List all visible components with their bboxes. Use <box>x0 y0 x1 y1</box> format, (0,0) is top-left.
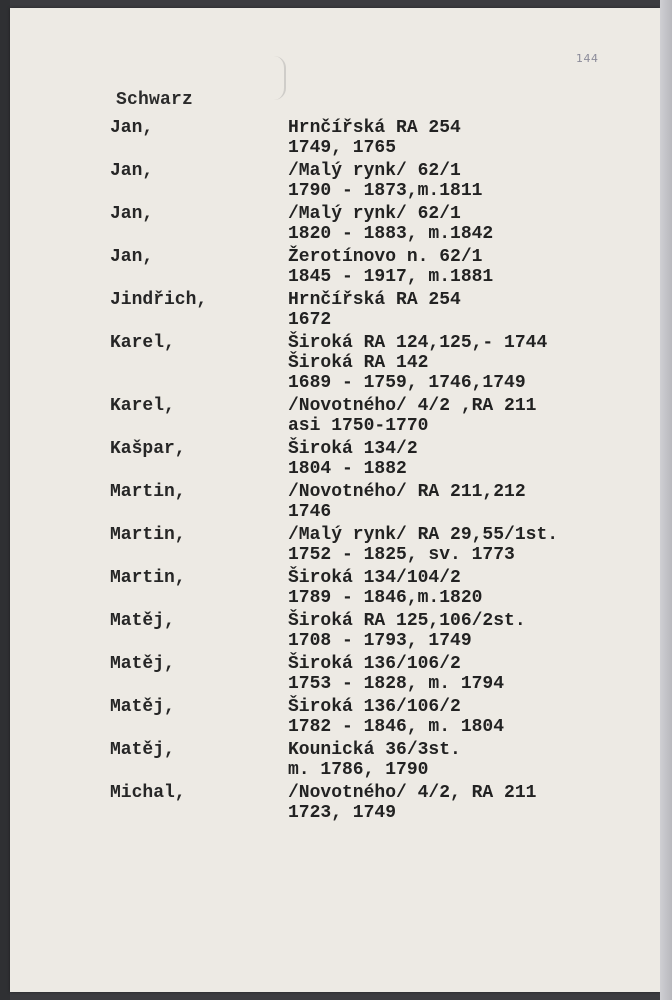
entry-row <box>10 290 660 330</box>
entry-detail-line: 1845 - 1917, m.1881 <box>288 267 494 287</box>
entry-detail-line: 1689 - 1759, 1746,1749 <box>288 373 526 393</box>
entry-details <box>288 396 660 436</box>
entry-given-name: Michal, <box>110 783 186 803</box>
entry-detail-line: Hrnčířská RA 254 <box>288 290 461 310</box>
entry-row <box>10 568 660 608</box>
entry-given-name: Martin, <box>110 525 186 545</box>
entry-details <box>288 439 660 479</box>
entry-detail-line: 1752 - 1825, sv. 1773 <box>288 545 515 565</box>
entry-given-name: Karel, <box>110 396 175 416</box>
entry-given-name: Jan, <box>110 247 154 267</box>
entry-detail-line: Široká 136/106/2 <box>288 697 461 717</box>
entry-detail-line: Žerotínovo n. 62/1 <box>288 247 483 267</box>
entry-details <box>288 161 660 201</box>
entry-row <box>10 740 660 780</box>
entry-detail-line: /Malý rynk/ RA 29,55/1st. <box>288 525 559 545</box>
entry-details <box>288 204 660 244</box>
entry-details <box>288 611 660 651</box>
entry-details <box>288 333 660 393</box>
entry-detail-line: /Novotného/ 4/2, RA 211 <box>288 783 537 803</box>
entry-detail-line: 1782 - 1846, m. 1804 <box>288 717 505 737</box>
entry-detail-line: 1672 <box>288 310 332 330</box>
page-number: 144 <box>576 52 599 65</box>
entry-given-name: Jindřich, <box>110 290 208 310</box>
entry-detail-line: Široká RA 142 <box>288 353 429 373</box>
entry-given-name: Martin, <box>110 568 186 588</box>
entry-detail-line: /Malý rynk/ 62/1 <box>288 161 461 181</box>
entry-row <box>10 118 660 158</box>
entry-detail-line: 1753 - 1828, m. 1794 <box>288 674 505 694</box>
entry-detail-line: Kounická 36/3st. <box>288 740 461 760</box>
entry-details <box>288 654 660 694</box>
entry-given-name: Matěj, <box>110 740 175 760</box>
entry-detail-line: m. 1786, 1790 <box>288 760 429 780</box>
entry-list <box>10 118 660 826</box>
entry-detail-line: /Novotného/ RA 211,212 <box>288 482 526 502</box>
entry-detail-line: Široká RA 124,125,- 1744 <box>288 333 548 353</box>
entry-given-name: Matěj, <box>110 654 175 674</box>
entry-given-name: Karel, <box>110 333 175 353</box>
entry-detail-line: 1708 - 1793, 1749 <box>288 631 472 651</box>
entry-row <box>10 333 660 393</box>
entry-row <box>10 525 660 565</box>
entry-row <box>10 396 660 436</box>
entry-details <box>288 525 660 565</box>
entry-row <box>10 204 660 244</box>
entry-detail-line: Široká RA 125,106/2st. <box>288 611 526 631</box>
entry-detail-line: 1723, 1749 <box>288 803 397 823</box>
entry-detail-line: /Malý rynk/ 62/1 <box>288 204 461 224</box>
entry-details <box>288 740 660 780</box>
entry-given-name: Jan, <box>110 118 154 138</box>
binding-edge <box>0 0 10 1000</box>
entry-detail-line: Hrnčířská RA 254 <box>288 118 461 138</box>
document-page <box>10 8 660 992</box>
entry-row <box>10 247 660 287</box>
entry-row <box>10 654 660 694</box>
entry-details <box>288 118 660 158</box>
entry-row <box>10 697 660 737</box>
entry-detail-line: Široká 136/106/2 <box>288 654 461 674</box>
entry-details <box>288 568 660 608</box>
entry-given-name: Jan, <box>110 161 154 181</box>
entry-details <box>288 482 660 522</box>
surname-heading: Schwarz <box>116 90 194 110</box>
entry-row <box>10 482 660 522</box>
entry-detail-line: 1749, 1765 <box>288 138 397 158</box>
entry-detail-line: 1789 - 1846,m.1820 <box>288 588 483 608</box>
entry-given-name: Kašpar, <box>110 439 186 459</box>
entry-given-name: Jan, <box>110 204 154 224</box>
entry-row <box>10 161 660 201</box>
entry-detail-line: /Novotného/ 4/2 ,RA 211 <box>288 396 537 416</box>
entry-detail-line: asi 1750-1770 <box>288 416 429 436</box>
pencil-mark <box>274 56 286 100</box>
entry-details <box>288 247 660 287</box>
entry-details <box>288 290 660 330</box>
entry-row <box>10 611 660 651</box>
page-edge-shadow <box>660 0 672 1000</box>
entry-details <box>288 697 660 737</box>
entry-detail-line: 1804 - 1882 <box>288 459 407 479</box>
entry-row <box>10 439 660 479</box>
entry-given-name: Martin, <box>110 482 186 502</box>
entry-given-name: Matěj, <box>110 611 175 631</box>
entry-detail-line: 1820 - 1883, m.1842 <box>288 224 494 244</box>
entry-detail-line: 1746 <box>288 502 332 522</box>
entry-details <box>288 783 660 823</box>
entry-detail-line: Široká 134/104/2 <box>288 568 461 588</box>
entry-detail-line: 1790 - 1873,m.1811 <box>288 181 483 201</box>
entry-given-name: Matěj, <box>110 697 175 717</box>
entry-detail-line: Široká 134/2 <box>288 439 418 459</box>
entry-row <box>10 783 660 823</box>
